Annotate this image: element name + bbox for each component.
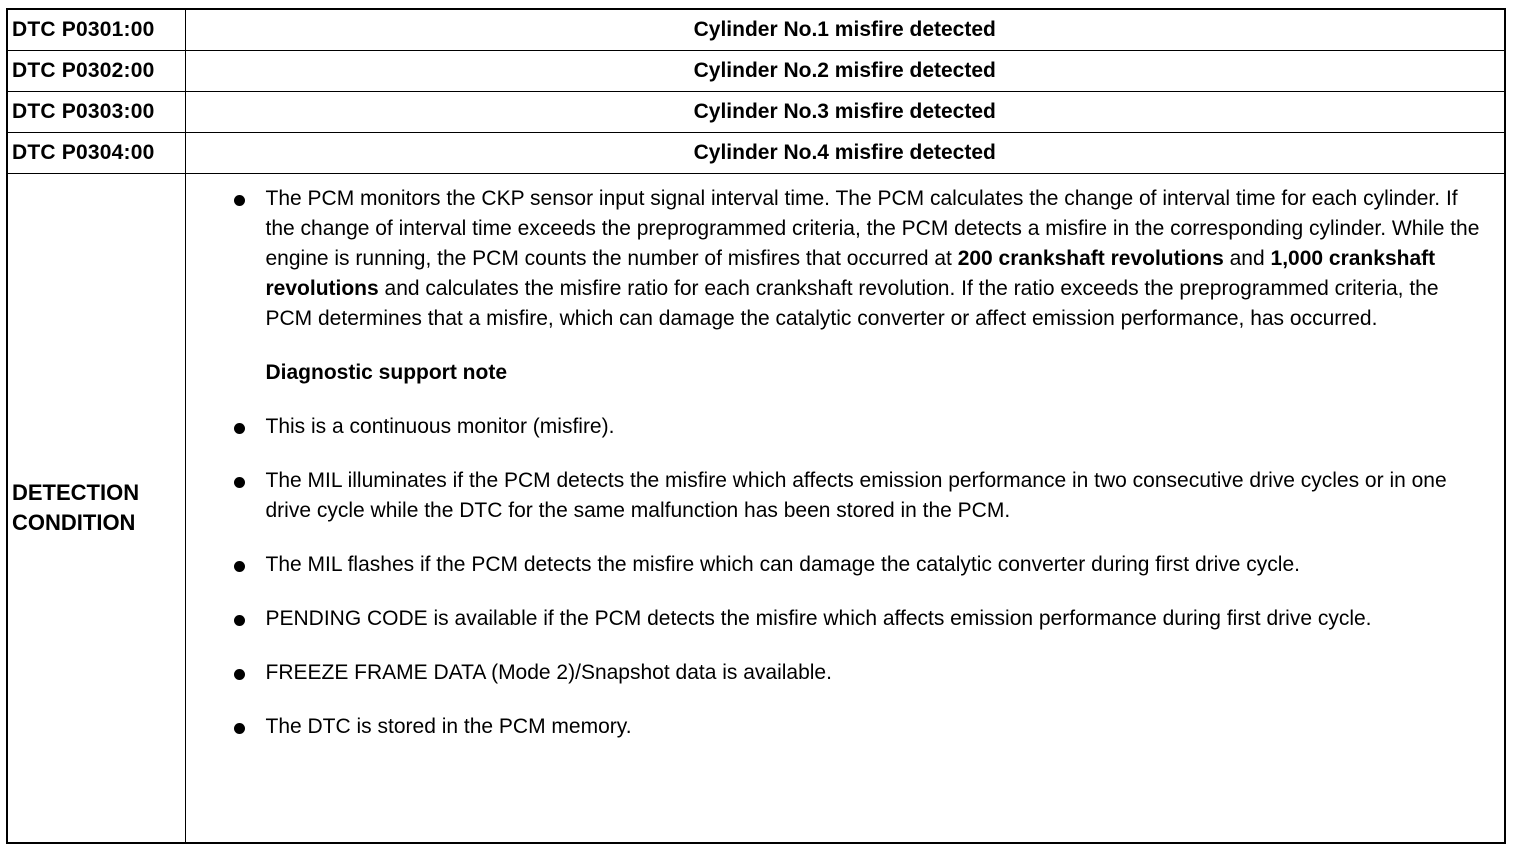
note-item — [232, 466, 1485, 526]
bullet-icon — [234, 477, 245, 488]
dtc-table-document — [6, 8, 1506, 844]
main-text-part: and calculates the misfire ratio for each crankshaft revolution. If the ratio exceeds the preprogrammed criteria, the PCM determines that a misfire, which can damage the catalytic converter or affect emission performance, has occurred. — [265, 277, 1439, 330]
bullet-icon — [234, 723, 245, 734]
bullet-icon — [234, 669, 245, 680]
note-text: FREEZE FRAME DATA (Mode 2)/Snapshot data is available. — [265, 661, 832, 684]
table-row — [8, 51, 1504, 92]
note-text: This is a continuous monitor (misfire). — [265, 415, 615, 438]
label-line: DETECTION — [12, 480, 140, 505]
note-text: The MIL flashes if the PCM detects the misfire which can damage the catalytic converter during first drive cycle. — [265, 553, 1300, 576]
note-text: The MIL illuminates if the PCM detects the misfire which affects emission performance in two consecutive drive cycles or in one drive cycle while the DTC for the same malfunction has been stored in the PCM. — [265, 469, 1447, 522]
dtc-description: Cylinder No.2 misfire detected — [185, 51, 1504, 92]
main-bullet — [232, 184, 1485, 334]
dtc-table — [8, 10, 1504, 842]
note-item — [232, 412, 1485, 442]
dtc-description: Cylinder No.3 misfire detected — [185, 92, 1504, 133]
note-list — [232, 412, 1485, 742]
diagnostic-note-heading: Diagnostic support note — [265, 361, 507, 384]
main-text-bold: 200 crankshaft revolutions — [957, 247, 1224, 270]
bullet-icon — [234, 195, 245, 206]
main-text-part: The PCM monitors the CKP sensor input signal interval time. The PCM calculates the change of interval time for each cylinder. If the change of interval time exceeds the preprogrammed criteria, the PCM detects a misfire in the corresponding cylinder. While the engine is running, the PCM counts the number of misfires that occurred at — [265, 187, 1480, 270]
table-row — [8, 133, 1504, 174]
dtc-description: Cylinder No.1 misfire detected — [185, 10, 1504, 51]
note-item — [232, 604, 1485, 634]
table-row — [8, 10, 1504, 51]
note-item — [232, 658, 1485, 688]
note-text: The DTC is stored in the PCM memory. — [265, 715, 632, 738]
main-bullet-list — [232, 184, 1485, 334]
detection-condition-row — [8, 174, 1504, 843]
dtc-code: DTC P0302:00 — [8, 51, 185, 92]
dtc-code: DTC P0301:00 — [8, 10, 185, 51]
table-row — [8, 92, 1504, 133]
note-item — [232, 550, 1485, 580]
detection-condition-body — [185, 174, 1504, 843]
main-text-part: and — [1223, 247, 1271, 270]
note-text: PENDING CODE is available if the PCM detects the misfire which affects emission performance during first drive cycle. — [265, 607, 1372, 630]
label-line: CONDITION — [12, 510, 136, 535]
detection-condition-label — [8, 174, 185, 843]
dtc-code: DTC P0303:00 — [8, 92, 185, 133]
bullet-icon — [234, 423, 245, 434]
dtc-description: Cylinder No.4 misfire detected — [185, 133, 1504, 174]
bullet-icon — [234, 615, 245, 626]
bullet-icon — [234, 561, 245, 572]
dtc-code: DTC P0304:00 — [8, 133, 185, 174]
note-item — [232, 712, 1485, 742]
main-text-bold: 1,000 crankshaft revolutions — [265, 247, 1436, 300]
